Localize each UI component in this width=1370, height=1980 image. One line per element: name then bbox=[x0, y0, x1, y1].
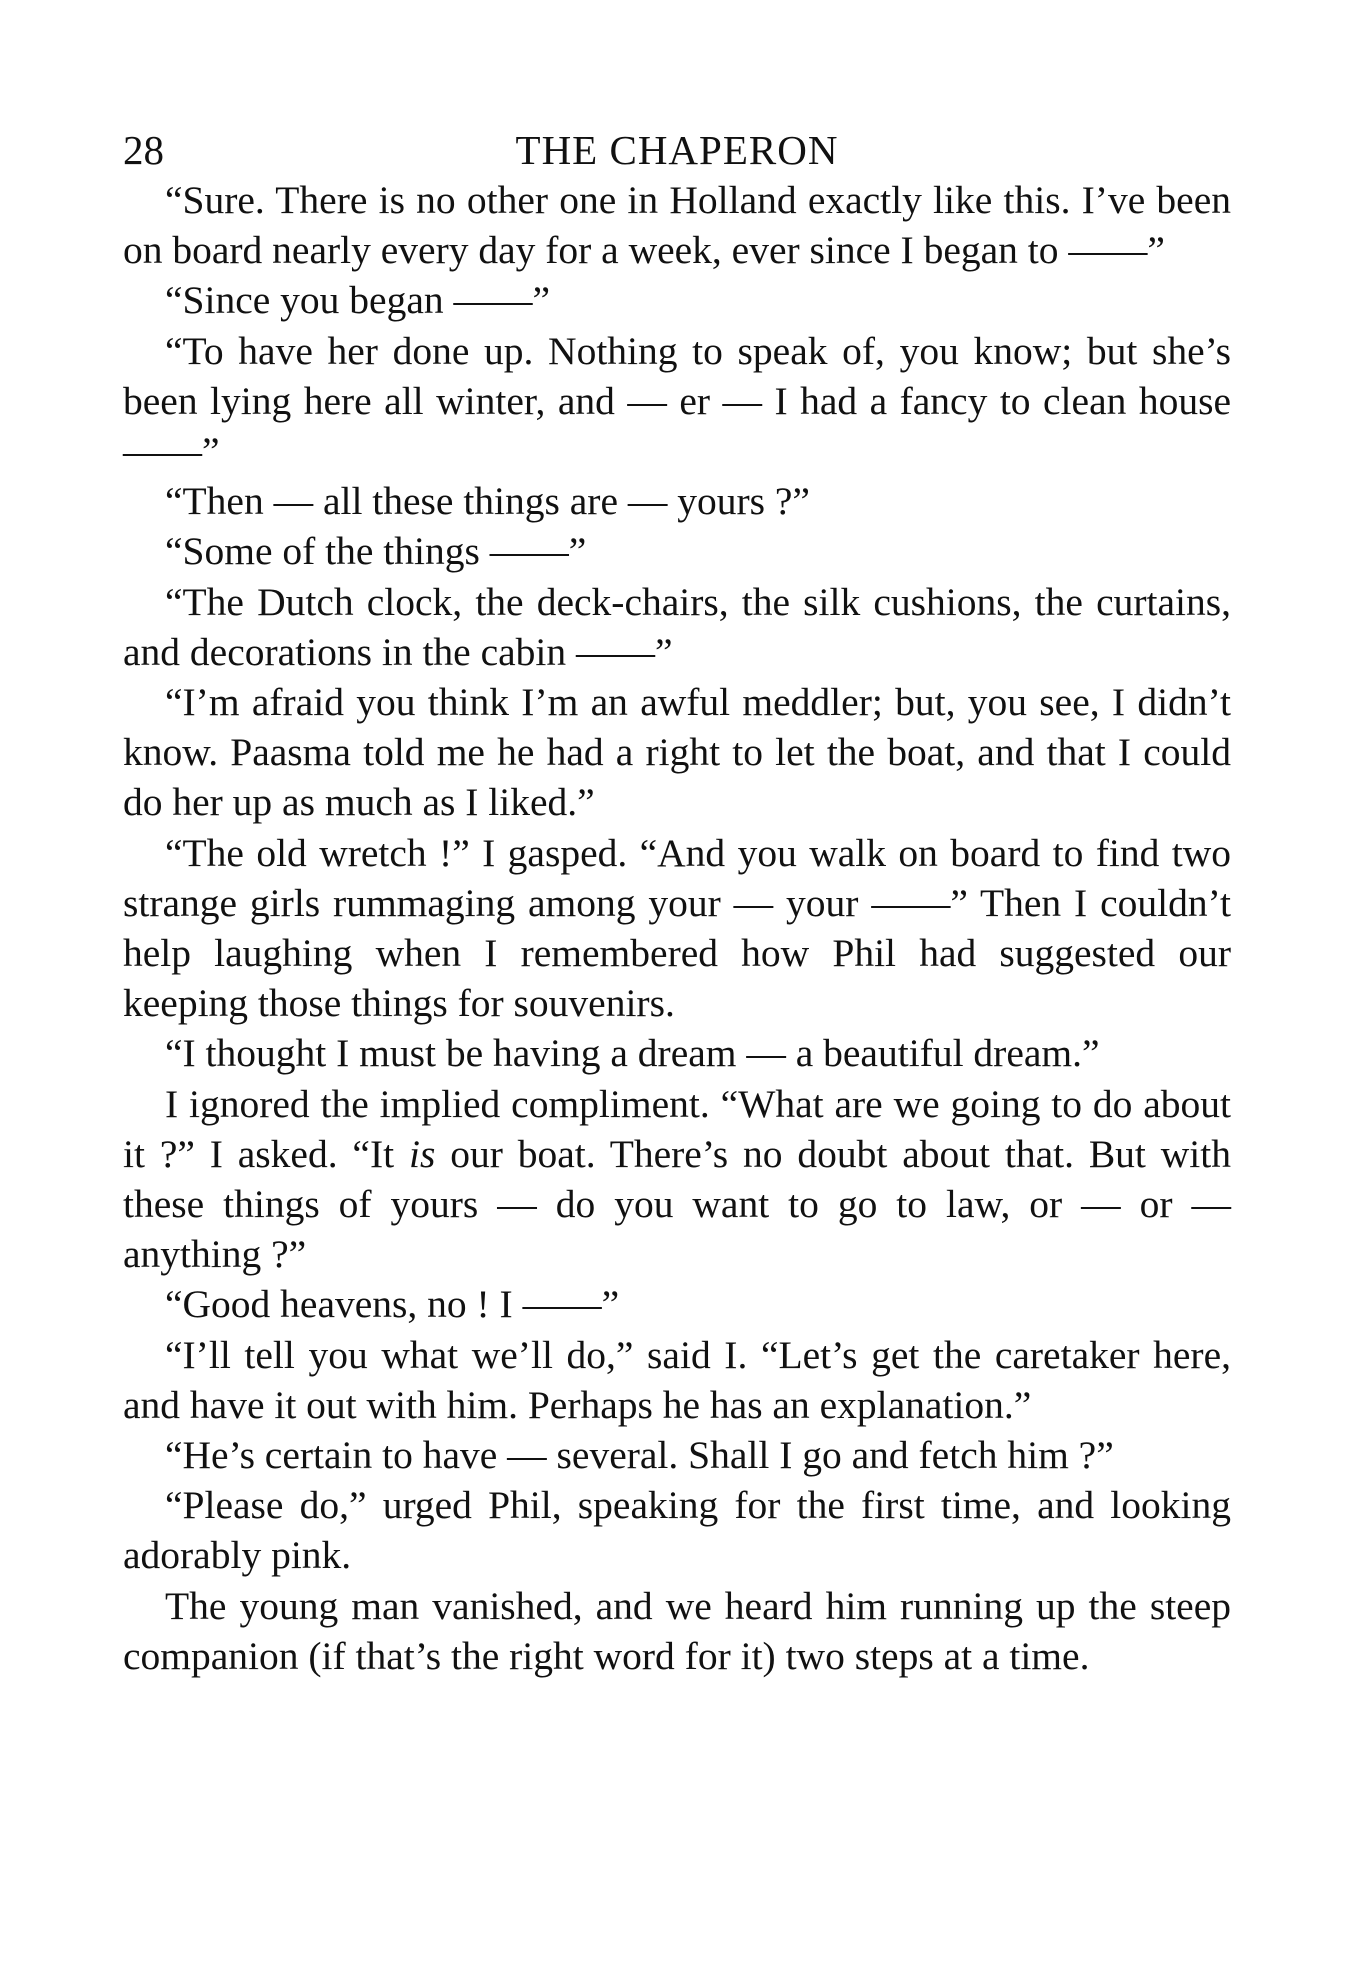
paragraph-5: “Some of the things ——” bbox=[165, 529, 587, 574]
paragraph-9: “I thought I must be having a dream — a beautiful dream.” bbox=[165, 1031, 1100, 1076]
running-title: THE CHAPERON bbox=[515, 127, 839, 173]
paragraph-4: “Then — all these things are — yours ?” bbox=[165, 479, 810, 524]
paragraph-10-emphasis: is bbox=[408, 1131, 436, 1176]
paragraph-10 bbox=[123, 1079, 1231, 1280]
paragraph-11: “Good heavens, no ! I ——” bbox=[165, 1282, 620, 1327]
page-body bbox=[123, 175, 1231, 1681]
page-header bbox=[123, 125, 1231, 175]
paragraph-8: “The old wretch !” I gasped. “And you walk on board to find two strange girls rummaging among your — your ——” Then I couldn’t help laughing when I remembered how Phil had suggested our keeping those things for souvenirs. bbox=[123, 830, 1231, 1026]
page-number: 28 bbox=[123, 127, 164, 173]
paragraph-14: “Please do,” urged Phil, speaking for the first time, and looking adorably pink. bbox=[123, 1483, 1231, 1578]
paragraph-10-before: I ignored the implied compliment. “What are we going to do about it ?” I asked. “It bbox=[123, 1081, 1231, 1176]
paragraph-6: “The Dutch clock, the deck-chairs, the silk cushions, the curtains, and decorations in the cabin ——” bbox=[123, 579, 1231, 674]
paragraph-3: “To have her done up. Nothing to speak of, you know; but she’s been lying here all winter, and — er — I had a fancy to clean house ——” bbox=[123, 328, 1231, 474]
paragraph-7: “I’m afraid you think I’m an awful meddler; but, you see, I didn’t know. Paasma told me he had a right to let the boat, and that I could do her up as much as I liked.” bbox=[123, 680, 1231, 825]
paragraph-15: The young man vanished, and we heard him running up the steep companion (if that’s the right word for it) two steps at a time. bbox=[123, 1583, 1231, 1678]
paragraph-2: “Since you began ——” bbox=[165, 278, 551, 323]
paragraph-13: “He’s certain to have — several. Shall I go and fetch him ?” bbox=[165, 1433, 1114, 1478]
paragraph-10-after: our boat. There’s no doubt about that. But with these things of yours — do you want to go to law, or — or — anything ?” bbox=[123, 1131, 1231, 1277]
paragraph-12: “I’ll tell you what we’ll do,” said I. “Let’s get the caretaker here, and have it out with him. Perhaps he has an explanation.” bbox=[123, 1332, 1231, 1427]
paragraph-1: “Sure. There is no other one in Holland exactly like this. I’ve been on board nearly every day for a week, ever since I began to ——” bbox=[123, 178, 1231, 273]
